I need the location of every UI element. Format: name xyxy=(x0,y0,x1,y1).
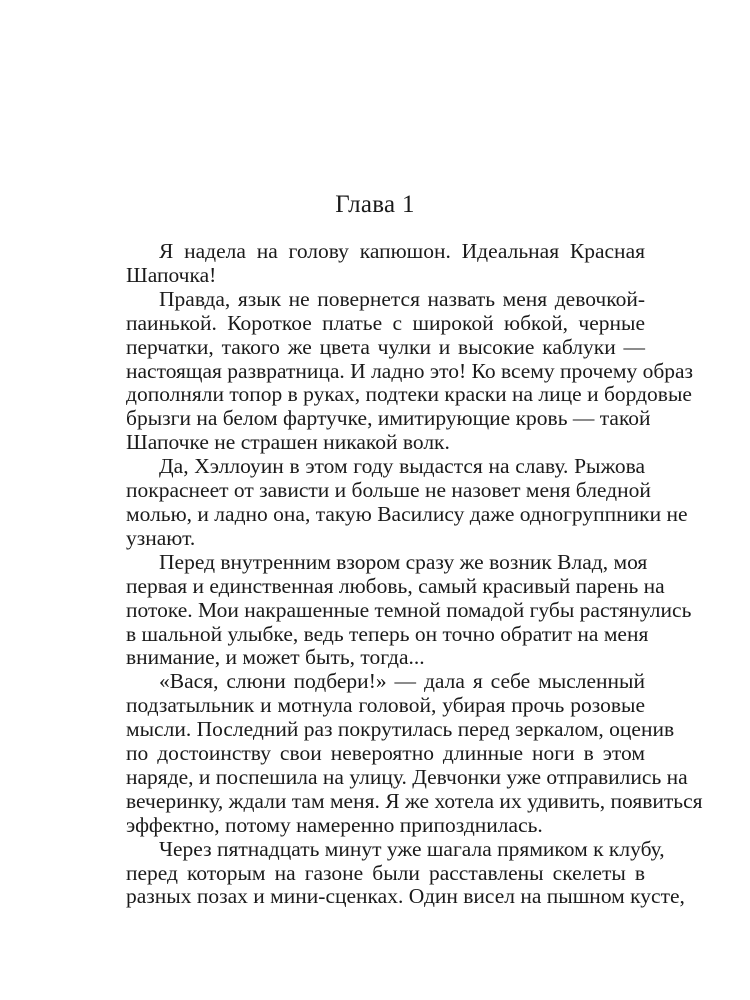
text-line: мысли. Последний раз покрутилась перед зеркалом, оценив xyxy=(126,717,675,742)
text-line: перед которым на газоне были расставлены скелеты в xyxy=(126,860,645,885)
text-line: брызги на белом фартучке, имитирующие кровь — такой xyxy=(126,406,651,431)
paragraph xyxy=(96,454,688,551)
text-line: паинькой. Короткое платье с широкой юбкой, черные xyxy=(126,310,645,335)
chapter-title: Глава 1 xyxy=(335,191,415,218)
chapter-body xyxy=(96,239,703,909)
text-line: разных позах и мини-сценках. Один висел на пышном кусте, xyxy=(126,884,685,909)
text-line: Перед внутренним взором сразу же возник Влад, моя xyxy=(159,549,648,574)
text-line: по достоинству свои невероятно длинные ноги в этом xyxy=(126,741,645,766)
text-line: молью, и ладно она, такую Василису даже одногруппники не xyxy=(126,501,688,526)
paragraph xyxy=(96,669,703,837)
text-line: подзатыльник и мотнула головой, убирая прочь розовые xyxy=(126,693,645,718)
text-line: внимание, и может быть, тогда... xyxy=(126,645,425,670)
text-line: Да, Хэллоуин в этом году выдастся на славу. Рыжова xyxy=(159,454,645,479)
text-line: наряде, и поспешила на улицу. Девчонки уже отправились на xyxy=(126,764,688,789)
paragraph xyxy=(96,286,694,455)
text-line: Я надела на голову капюшон. Идеальная Красная xyxy=(159,239,645,263)
text-line: эффектно, потому намеренно припозднилась. xyxy=(126,812,543,837)
text-line: в шальной улыбке, ведь теперь он точно обратит на меня xyxy=(126,621,649,646)
text-line: Шапочке не страшен никакой волк. xyxy=(126,430,450,455)
text-line: первая и единственная любовь, самый красивый парень на xyxy=(126,573,665,598)
text-line: узнают. xyxy=(126,525,196,550)
text-line: перчатки, такого же цвета чулки и высокие каблуки — xyxy=(126,334,645,359)
text-line: «Вася, слюни подбери!» — дала я себе мысленный xyxy=(159,669,645,694)
text-line: Шапочка! xyxy=(126,262,217,287)
text-line: вечеринку, ждали там меня. Я же хотела их удивить, появиться xyxy=(126,788,703,813)
text-line: покраснеет от зависти и больше не назовет меня бледной xyxy=(126,478,651,503)
text-line: дополняли топор в руках, подтеки краски на лице и бордовые xyxy=(126,382,692,407)
text-line: потоке. Мои накрашенные темной помадой губы растянулись xyxy=(126,597,692,622)
text-line: Через пятнадцать минут уже шагала прямиком к клубу, xyxy=(159,836,665,861)
paragraph xyxy=(96,240,645,288)
text-line: Правда, язык не повернется назвать меня девочкой- xyxy=(159,286,645,311)
text-line: настоящая развратница. И ладно это! Ко всему прочему образ xyxy=(126,358,694,383)
paragraph xyxy=(96,549,692,671)
paragraph xyxy=(96,836,685,910)
